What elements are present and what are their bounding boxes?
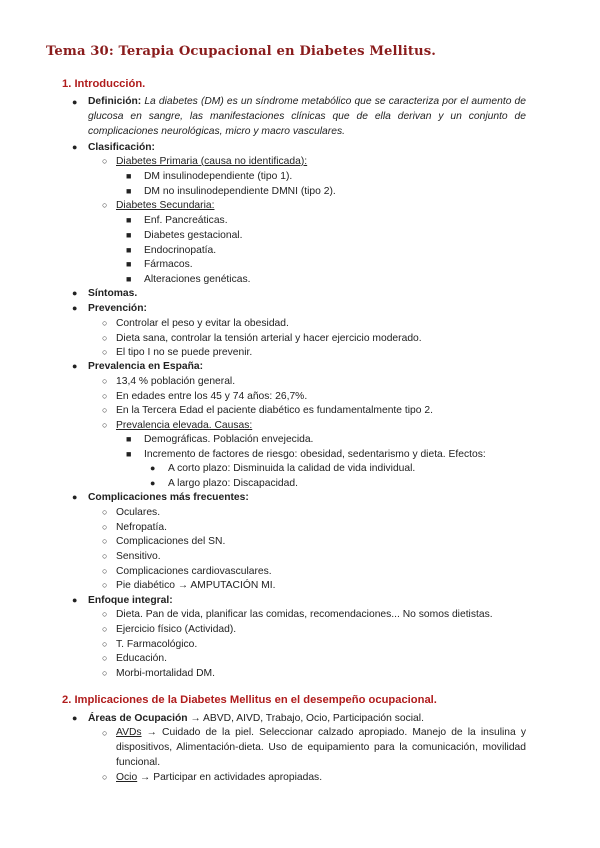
- bullet-icon: ●: [72, 142, 78, 152]
- definicion-text: La diabetes (DM) es un síndrome metabólico que se caracteriza por el aumento de glucosa en sangre, las manifestaciones clínicas que de ella derivan y un conjunto de complicaciones neurológicas, micro y macro vasculares.: [88, 96, 526, 137]
- avds-text: → Cuidado de la piel. Seleccionar calzado apropiado. Manejo de la insulina y dispositivos, Alimentación-dieta. Uso de equipamiento para la comunicación, movilidad funcional.: [116, 727, 526, 768]
- circle-bullet-icon: ○: [102, 624, 108, 634]
- circle-bullet-icon: ○: [102, 333, 108, 343]
- square-bullet-icon: ■: [126, 274, 132, 284]
- circle-bullet-icon: ○: [102, 507, 108, 517]
- areas-text: → ABVD, AIVD, Trabajo, Ocio, Participación social.: [187, 713, 424, 724]
- secundaria-item: Endocrinopatía.: [144, 245, 217, 256]
- primaria-label: Diabetes Primaria (causa no identificada):: [116, 156, 308, 167]
- secundaria-item: Diabetes gestacional.: [144, 230, 243, 241]
- avds-label: AVDs: [116, 727, 142, 738]
- page-title: Tema 30: Terapia Ocupacional en Diabetes Mellitus.: [46, 44, 436, 59]
- definicion-label: Definición:: [88, 96, 142, 107]
- square-bullet-icon: ■: [126, 449, 132, 459]
- secundaria-item: Fármacos.: [144, 259, 193, 270]
- efecto-item: A corto plazo: Disminuida la calidad de vida individual.: [168, 463, 416, 474]
- secundaria-item: Alteraciones genéticas.: [144, 274, 251, 285]
- square-bullet-icon: ■: [126, 171, 132, 181]
- bullet-icon: ●: [72, 595, 78, 605]
- ocio-text: → Participar en actividades apropiadas.: [137, 772, 323, 783]
- enfoque-item: Ejercicio físico (Actividad).: [116, 624, 237, 635]
- circle-bullet-icon: ○: [102, 728, 108, 738]
- circle-bullet-icon: ○: [102, 420, 108, 430]
- circle-bullet-icon: ○: [102, 318, 108, 328]
- clasificacion-label: Clasificación:: [88, 142, 155, 153]
- prev-elevada-label: Prevalencia elevada. Causas:: [116, 420, 253, 431]
- ocio-label: Ocio: [116, 772, 138, 783]
- square-bullet-icon: ■: [126, 259, 132, 269]
- areas-label: Áreas de Ocupación: [88, 713, 188, 724]
- circle-bullet-icon: ○: [102, 551, 108, 561]
- causa-item: Incremento de factores de riesgo: obesidad, sedentarismo y dieta. Efectos:: [144, 449, 486, 460]
- enfoque-item: Morbi-mortalidad DM.: [116, 668, 215, 679]
- enfoque-item: Educación.: [116, 653, 167, 664]
- bullet-icon: ●: [150, 463, 156, 473]
- prevalencia-item: En edades entre los 45 y 74 años: 26,7%.: [116, 391, 308, 402]
- complicacion-item: Nefropatía.: [116, 522, 167, 533]
- prevencion-item: Dieta sana, controlar la tensión arterial y hacer ejercicio moderado.: [116, 333, 422, 344]
- sintomas-label: Síntomas.: [88, 288, 138, 299]
- enfoque-label: Enfoque integral:: [88, 595, 173, 606]
- bullet-icon: ●: [72, 97, 78, 107]
- section-2-heading: 2. Implicaciones de la Diabetes Mellitus en el desempeño ocupacional.: [62, 694, 437, 706]
- bullet-icon: ●: [72, 361, 78, 371]
- bullet-icon: ●: [72, 288, 78, 298]
- bullet-icon: ●: [72, 713, 78, 723]
- circle-bullet-icon: ○: [102, 347, 108, 357]
- primaria-item: DM no insulinodependiente DMNI (tipo 2).: [144, 186, 336, 197]
- circle-bullet-icon: ○: [102, 200, 108, 210]
- secundaria-label: Diabetes Secundaria:: [116, 200, 215, 211]
- efecto-item: A largo plazo: Discapacidad.: [168, 478, 298, 489]
- circle-bullet-icon: ○: [102, 376, 108, 386]
- circle-bullet-icon: ○: [102, 391, 108, 401]
- circle-bullet-icon: ○: [102, 653, 108, 663]
- complicacion-item: Complicaciones del SN.: [116, 536, 226, 547]
- definicion-paragraph: [88, 94, 526, 139]
- bullet-icon: ●: [72, 492, 78, 502]
- prevalencia-item: 13,4 % población general.: [116, 376, 236, 387]
- secundaria-item: Enf. Pancreáticas.: [144, 215, 228, 226]
- circle-bullet-icon: ○: [102, 405, 108, 415]
- circle-bullet-icon: ○: [102, 609, 108, 619]
- circle-bullet-icon: ○: [102, 668, 108, 678]
- square-bullet-icon: ■: [126, 186, 132, 196]
- square-bullet-icon: ■: [126, 230, 132, 240]
- bullet-icon: ●: [72, 303, 78, 313]
- circle-bullet-icon: ○: [102, 522, 108, 532]
- complicacion-item: Complicaciones cardiovasculares.: [116, 566, 272, 577]
- circle-bullet-icon: ○: [102, 156, 108, 166]
- circle-bullet-icon: ○: [102, 580, 108, 590]
- section-1-heading: 1. Introducción.: [62, 78, 146, 90]
- circle-bullet-icon: ○: [102, 772, 108, 782]
- square-bullet-icon: ■: [126, 434, 132, 444]
- square-bullet-icon: ■: [126, 215, 132, 225]
- complicacion-item: Oculares.: [116, 507, 161, 518]
- prevencion-label: Prevención:: [88, 303, 147, 314]
- prevalencia-item: En la Tercera Edad el paciente diabético es fundamentalmente tipo 2.: [116, 405, 433, 416]
- enfoque-item: T. Farmacológico.: [116, 639, 198, 650]
- prevencion-item: Controlar el peso y evitar la obesidad.: [116, 318, 289, 329]
- circle-bullet-icon: ○: [102, 566, 108, 576]
- complicacion-item: Pie diabético → AMPUTACIÓN MI.: [116, 580, 276, 591]
- complicacion-item: Sensitivo.: [116, 551, 161, 562]
- prevalencia-label: Prevalencia en España:: [88, 361, 204, 372]
- bullet-icon: ●: [150, 478, 156, 488]
- primaria-item: DM insulinodependiente (tipo 1).: [144, 171, 293, 182]
- prevencion-item: El tipo I no se puede prevenir.: [116, 347, 253, 358]
- circle-bullet-icon: ○: [102, 639, 108, 649]
- enfoque-item: Dieta. Pan de vida, planificar las comidas, recomendaciones... No somos dietistas.: [116, 609, 493, 620]
- complicaciones-label: Complicaciones más frecuentes:: [88, 492, 249, 503]
- avds-paragraph: [116, 725, 526, 770]
- causa-item: Demográficas. Población envejecida.: [144, 434, 314, 445]
- square-bullet-icon: ■: [126, 245, 132, 255]
- circle-bullet-icon: ○: [102, 536, 108, 546]
